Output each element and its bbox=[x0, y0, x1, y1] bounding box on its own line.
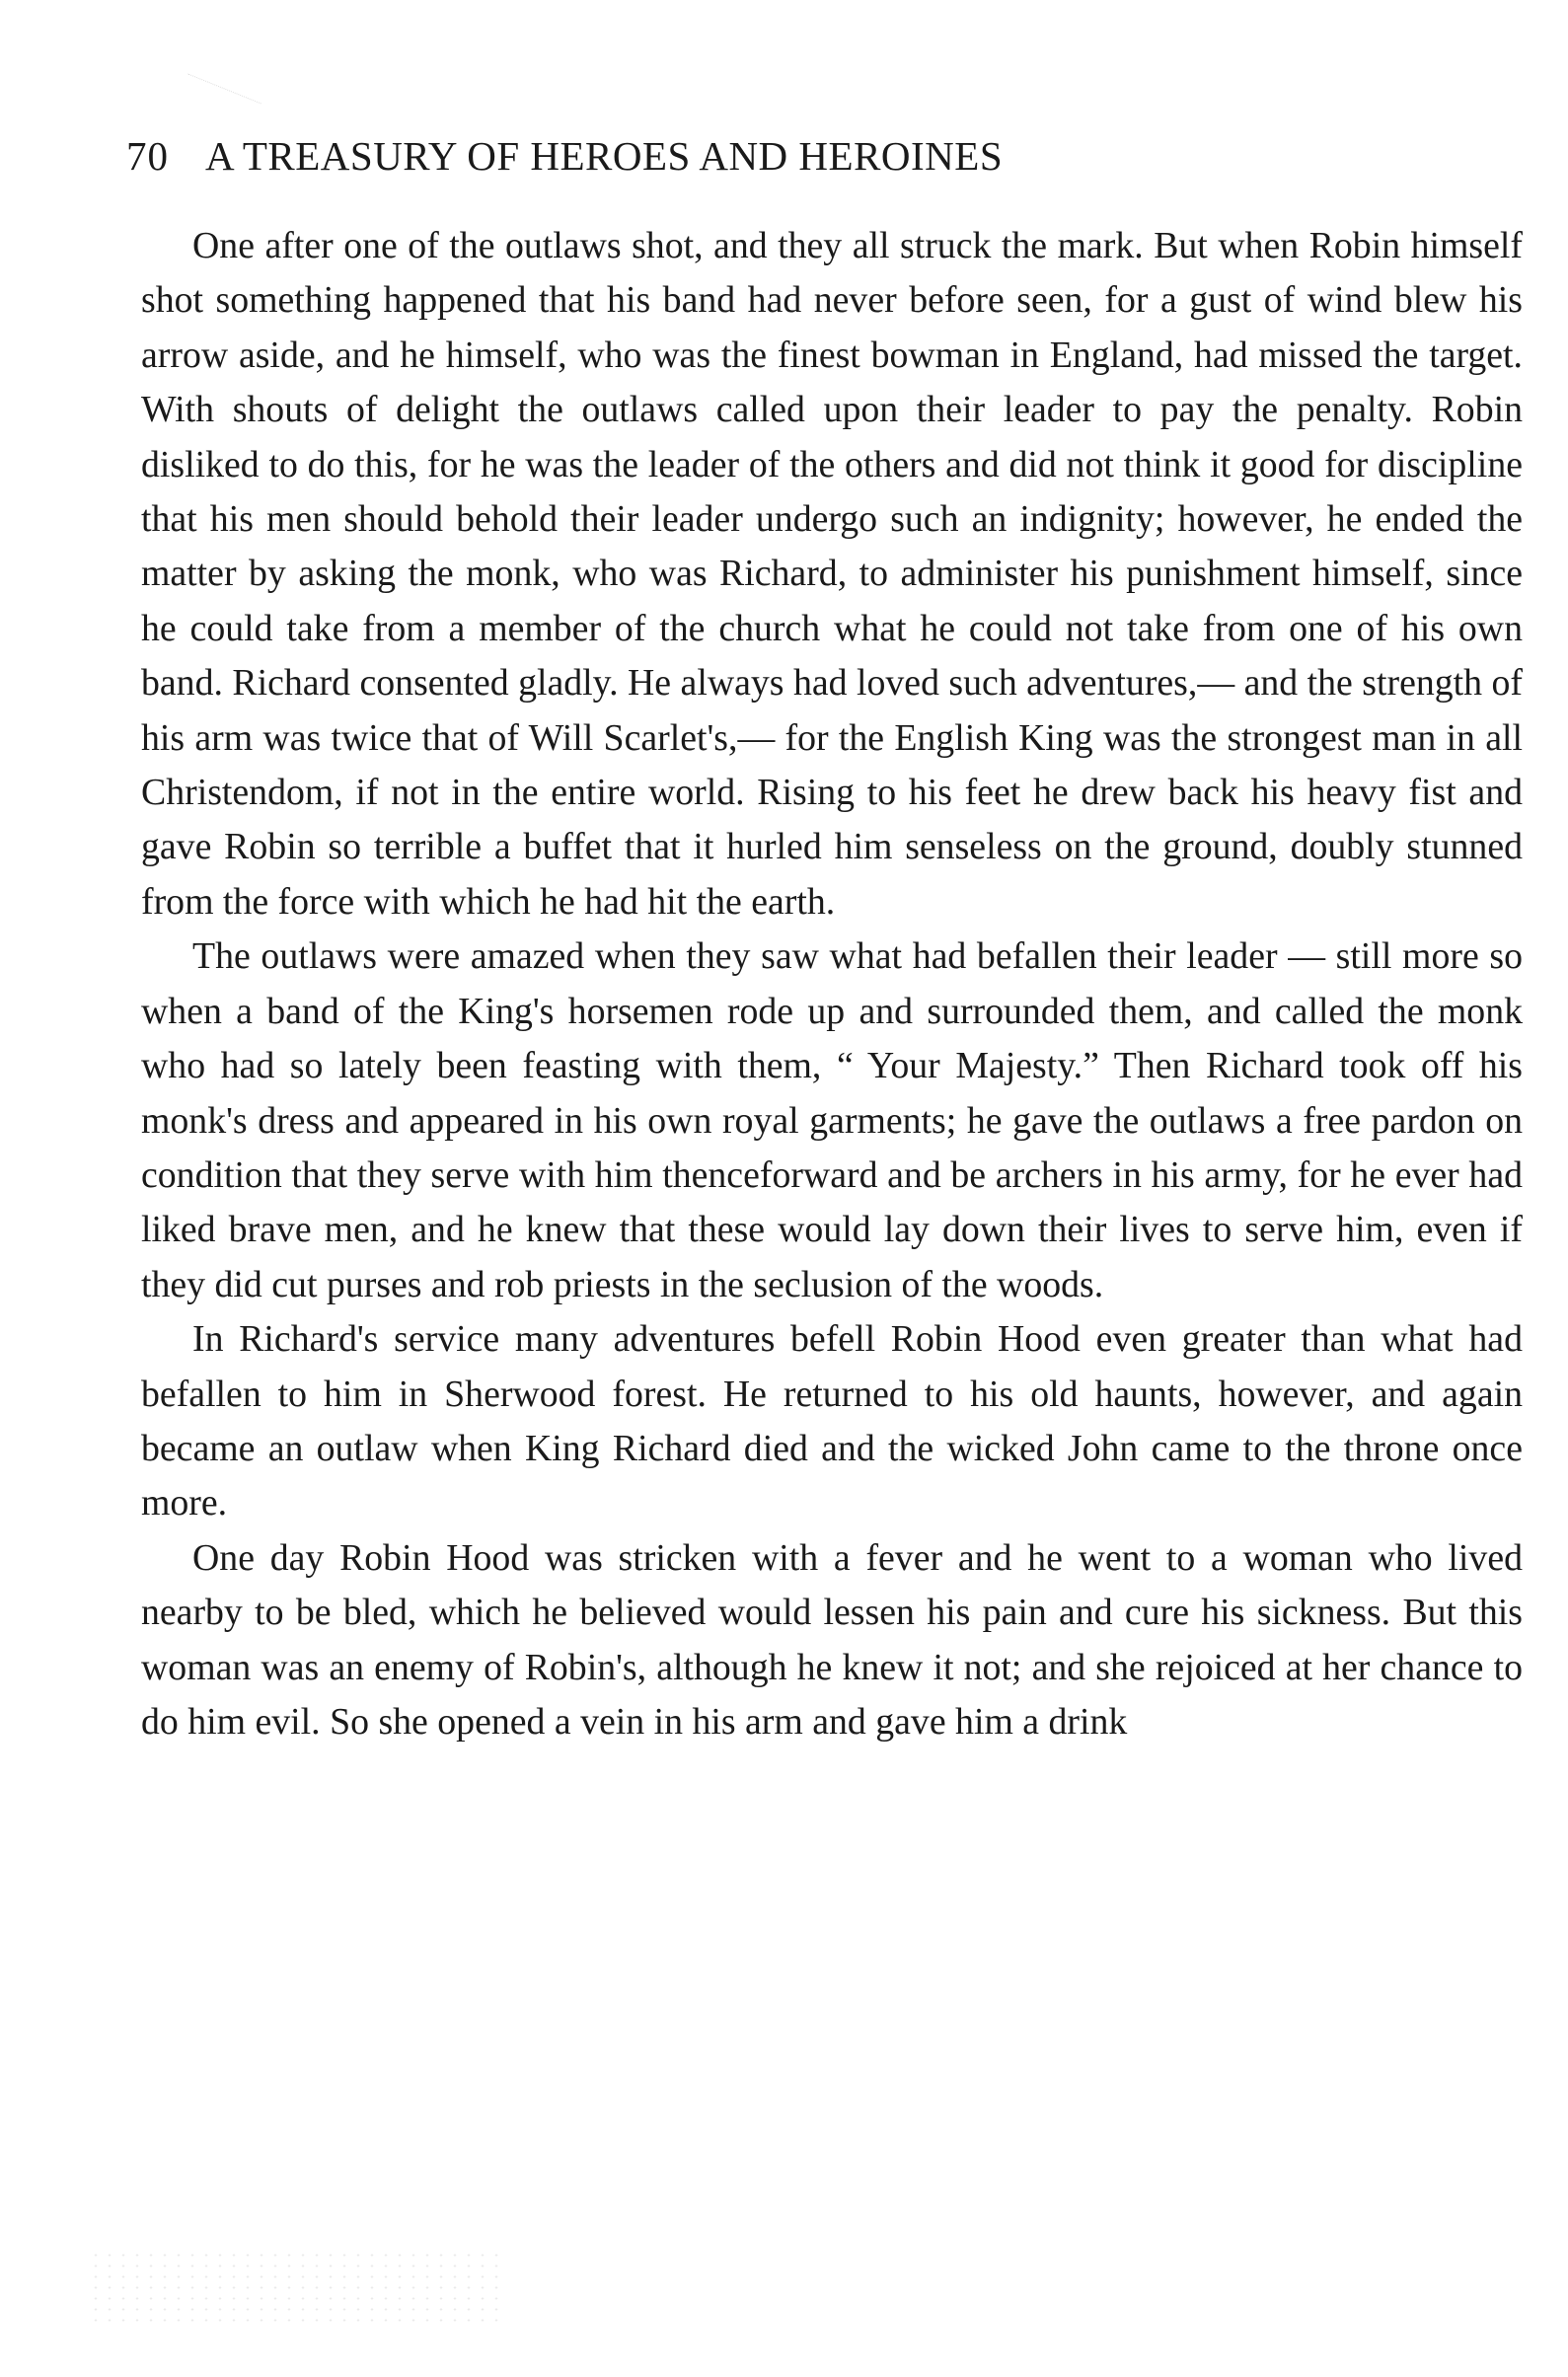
paragraph: In Richard's service many adventures befell Robin Hood even greater than what had befallen to him in Sherwood forest. He returned to his old haunts, however, and again became an outlaw when King Richard died and the wicked John came to the throne once more. bbox=[141, 1318, 1523, 1524]
paragraph: The outlaws were amazed when they saw what had befallen their leader — still more so when a band of the King's horsemen rode up and surrounded them, and called the monk who had so lately been feasting with them, “ Your Majesty.” Then Richard took off his monk's dress and appeared in his own royal garments; he gave the outlaws a free pardon on condition that they serve with him thenceforward and be archers in his army, for he ever had liked brave men, and he knew that these would lay down their lives to serve him, even if they did cut purses and rob priests in the seclusion of the woods. bbox=[141, 935, 1523, 1305]
scan-artifact bbox=[173, 74, 261, 141]
running-head: A TREASURY OF HEROES AND HEROINES bbox=[205, 133, 1004, 179]
body-text bbox=[141, 219, 1523, 1749]
scan-noise bbox=[89, 2250, 503, 2329]
paragraph: One day Robin Hood was stricken with a fever and he went to a woman who lived nearby to be bled, which he believed would lessen his pain and cure his sickness. But this woman was an enemy of Robin's, although he knew it not; and she rejoiced at her chance to do him evil. So she opened a vein in his arm and gave him a drink bbox=[141, 1536, 1523, 1743]
paragraph: One after one of the outlaws shot, and they all struck the mark. But when Robin himself shot something happened that his band had never before seen, for a gust of wind blew his arrow aside, and he himself, who was the finest bowman in England, had missed the target. With shouts of delight the outlaws called upon their leader to pay the penalty. Robin disliked to do this, for he was the leader of the others and did not think it good for discipline that his men should behold their leader undergo such an indignity; however, he ended the matter by asking the monk, who was Richard, to administer his punishment himself, since he could take from a member of the church what he could not take from one of his own band. Richard consented gladly. He always had loved such adventures,— and the strength of his arm was twice that of Will Scarlet's,— for the English King was the strongest man in all Christendom, if not in the entire world. Rising to his feet he drew back his heavy fist and gave Robin so terrible a buffet that it hurled him senseless on the ground, doubly stunned from the force with which he had hit the earth. bbox=[141, 225, 1523, 923]
page-header bbox=[126, 132, 1389, 191]
page-number: 70 bbox=[126, 133, 169, 179]
